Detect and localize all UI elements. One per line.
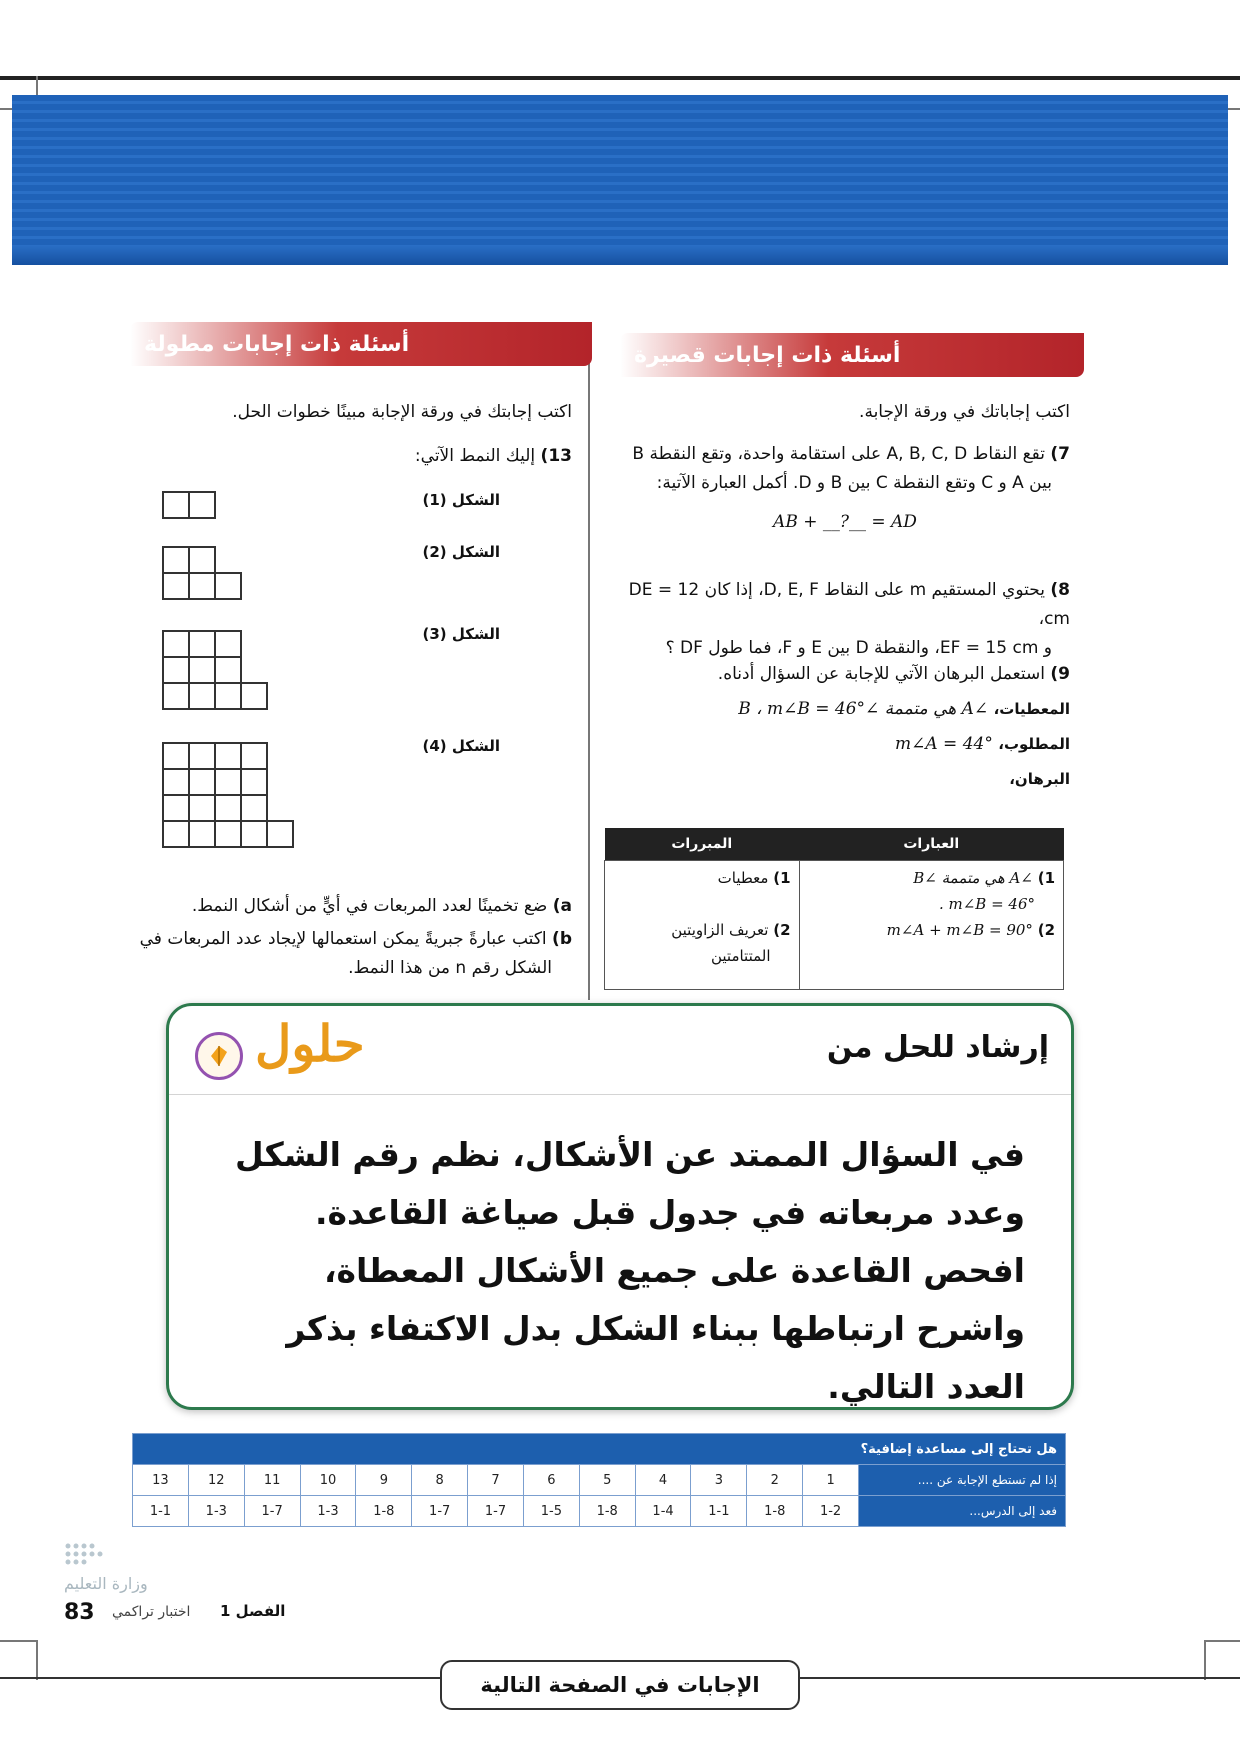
reason-text: تعريف الزاويتين xyxy=(671,921,769,939)
question-number-cell: 13 xyxy=(133,1465,189,1496)
header-banner xyxy=(12,95,1228,265)
question-number-cell: 8 xyxy=(412,1465,468,1496)
part-text: الشكل رقم n من هذا النمط. xyxy=(348,958,552,978)
row-label: فعد إلى الدرس... xyxy=(859,1496,1066,1527)
hint-card-body: في السؤال الممتد عن الأشكال، نظم رقم الشكل وعدد مربعاته في جدول قبل صياغة القاعدة. افحص القاعدة على جميع الأشكال المعطاة، واشرح ارتباطها ببناء الشكل بدل الاكتفاء بذكر العدد التالي. xyxy=(235,1135,1025,1406)
prove-label: المطلوب، xyxy=(998,735,1070,753)
long-answer-section-title xyxy=(130,322,592,366)
question-7 xyxy=(620,440,1070,537)
shape-label-1: الشكل (1) xyxy=(422,491,500,509)
prove-text: m∠A = 44° xyxy=(895,734,993,754)
ministry-logo-dots xyxy=(60,1540,160,1570)
long-instruction: اكتب إجابتك في ورقة الإجابة مبينًا خطوات الحل. xyxy=(232,402,572,422)
hint-card-header xyxy=(169,1006,1071,1095)
part-number: a) xyxy=(552,896,572,916)
lesson-cell: 1-3 xyxy=(300,1496,356,1527)
header-banner-shadow xyxy=(12,245,1228,265)
crop-mark xyxy=(1204,1640,1206,1680)
crop-mark xyxy=(1204,1640,1240,1642)
statement-text: m∠B = 46° . xyxy=(938,895,1035,913)
proof-row xyxy=(605,861,1064,990)
hint-card-title: إرشاد للحل من xyxy=(826,1030,1049,1065)
lesson-cell: 1-7 xyxy=(468,1496,524,1527)
column-header: العبارات xyxy=(799,828,1063,861)
lesson-cell: 1-1 xyxy=(691,1496,747,1527)
question-number-cell: 5 xyxy=(579,1465,635,1496)
page-number: 83 xyxy=(64,1600,95,1625)
pattern-figure-4 xyxy=(162,742,312,862)
given-text: ∠A هي متممة ∠B ، m∠B = 46° xyxy=(738,699,989,719)
proof-statements xyxy=(799,861,1063,990)
question-number: 9) xyxy=(1050,664,1070,684)
pattern-figure-3 xyxy=(162,630,282,720)
lesson-cell: 1-8 xyxy=(747,1496,803,1527)
question-text: استعمل البرهان الآتي للإجابة عن السؤال أدناه. xyxy=(717,664,1045,684)
statement-text: m∠A + m∠B = 90° xyxy=(886,921,1033,939)
column-divider xyxy=(588,340,590,1000)
lesson-cell: 1-2 xyxy=(803,1496,859,1527)
question-number-cell: 9 xyxy=(356,1465,412,1496)
question-text: تقع النقاط A, B, C, D على استقامة واحدة، وتقع النقطة B xyxy=(632,444,1045,464)
row-number: 1) xyxy=(773,869,791,887)
question-number: 7) xyxy=(1050,444,1070,464)
question-number-cell: 11 xyxy=(244,1465,300,1496)
question-number-cell: 3 xyxy=(691,1465,747,1496)
column-header: المبررات xyxy=(605,828,800,861)
row-number: 2) xyxy=(773,921,791,939)
reason-text: معطيات xyxy=(717,869,769,887)
question-number: 13) xyxy=(540,446,572,466)
lesson-cell: 1-7 xyxy=(244,1496,300,1527)
row-number: 1) xyxy=(1037,869,1055,887)
question-number-cell: 6 xyxy=(523,1465,579,1496)
lesson-cell: 1-1 xyxy=(133,1496,189,1527)
given-label: المعطيات، xyxy=(993,700,1070,718)
statement-text: ∠A هي متممة ∠B xyxy=(913,869,1033,887)
lesson-cell: 1-3 xyxy=(188,1496,244,1527)
part-number: b) xyxy=(552,929,572,949)
question-number-cell: 4 xyxy=(635,1465,691,1496)
lesson-cell: 1-4 xyxy=(635,1496,691,1527)
pattern-figure-2 xyxy=(162,546,252,606)
lesson-cell: 1-7 xyxy=(412,1496,468,1527)
footer-chapter: الفصل 1 xyxy=(220,1602,286,1620)
question-text: و EF = 15 cm، والنقطة D بين E و F، فما طول DF ؟ xyxy=(665,638,1052,658)
question-number: 8) xyxy=(1050,580,1070,600)
question-9 xyxy=(620,660,1070,794)
section-title-text: أسئلة ذات إجابات قصيرة xyxy=(634,342,901,368)
question-expression: AB + __?__ = AD xyxy=(773,512,917,532)
question-number-cell: 10 xyxy=(300,1465,356,1496)
footer-test-name: اختبار تراكمي xyxy=(112,1604,191,1620)
question-text: بين A و C وتقع النقطة C بين B و D. أكمل العبارة الآتية: xyxy=(656,473,1052,493)
part-text: ضع تخمينًا لعدد المربعات في أيٍّ من أشكال النمط. xyxy=(191,896,548,916)
page-top-border xyxy=(0,76,1240,80)
row-number: 2) xyxy=(1037,921,1055,939)
answers-button-label: الإجابات في الصفحة التالية xyxy=(480,1673,760,1697)
question-13-parts xyxy=(102,892,572,983)
crop-mark xyxy=(0,1640,36,1642)
hint-card xyxy=(166,1003,1074,1410)
question-number-cell: 7 xyxy=(468,1465,524,1496)
short-instruction: اكتب إجاباتك في ورقة الإجابة. xyxy=(859,402,1070,422)
proof-table xyxy=(604,828,1064,990)
question-number-cell: 1 xyxy=(803,1465,859,1496)
proof-label: البرهان، xyxy=(1009,770,1070,788)
brand-logo: حلول xyxy=(255,1014,365,1073)
proof-table-header xyxy=(605,828,1064,861)
brand-book-icon xyxy=(195,1032,243,1080)
shape-label-4: الشكل (4) xyxy=(422,737,500,755)
proof-reasons xyxy=(605,861,800,990)
answers-next-page-button[interactable] xyxy=(440,1660,800,1710)
question-8 xyxy=(620,576,1070,663)
lesson-cell: 1-5 xyxy=(523,1496,579,1527)
question-text: إليك النمط الآتي: xyxy=(414,446,536,466)
question-text: يحتوي المستقيم m على النقاط D, E, F، إذا كان DE = 12 cm، xyxy=(628,580,1070,629)
help-table-title-row xyxy=(133,1434,1066,1465)
question-number-cell: 12 xyxy=(188,1465,244,1496)
extra-help-table xyxy=(132,1433,1066,1527)
lesson-cell: 1-8 xyxy=(579,1496,635,1527)
help-table-title: هل تحتاج إلى مساعدة إضافية؟ xyxy=(133,1434,1066,1465)
short-answer-section-title xyxy=(620,333,1084,377)
shape-label-2: الشكل (2) xyxy=(422,543,500,561)
row-label: إذا لم تستطع الإجابة عن .... xyxy=(859,1465,1066,1496)
question-number-cell: 2 xyxy=(747,1465,803,1496)
part-text: اكتب عبارةً جبريةً يمكن استعمالها لإيجاد عدد المربعات في xyxy=(139,929,547,949)
ministry-logo-text: وزارة التعليم xyxy=(64,1574,148,1593)
reason-text: المتتامتين xyxy=(710,947,771,965)
lesson-cell: 1-8 xyxy=(356,1496,412,1527)
help-lessons-row xyxy=(133,1496,1066,1527)
pattern-figure-1 xyxy=(162,491,222,523)
section-title-text: أسئلة ذات إجابات مطولة xyxy=(144,331,410,357)
crop-mark xyxy=(36,1640,38,1680)
help-questions-row xyxy=(133,1465,1066,1496)
question-13 xyxy=(112,442,572,471)
shape-label-3: الشكل (3) xyxy=(422,625,500,643)
